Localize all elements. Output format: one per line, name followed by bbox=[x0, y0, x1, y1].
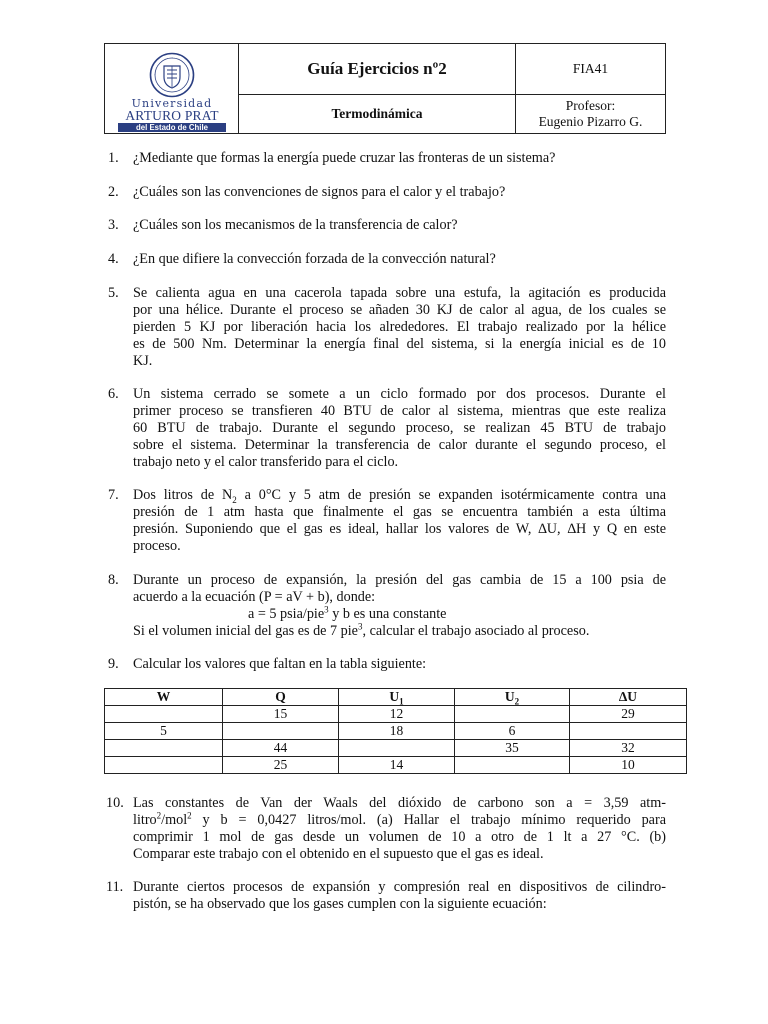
text-line: Durante un proceso de expansión, la presión del gas cambia de 15 a 100 psia de bbox=[133, 572, 666, 588]
text-line bbox=[133, 623, 666, 640]
university-seal-icon bbox=[149, 52, 195, 98]
text-segment: Si el volumen inicial del gas es de 7 pie bbox=[133, 623, 358, 639]
text-line: KJ. bbox=[133, 353, 153, 369]
cell-du: 29 bbox=[570, 706, 687, 723]
text-line: pistón, se ha observado que los gases cumplen con la siguiente ecuación: bbox=[133, 896, 547, 912]
question-number: 9. bbox=[108, 656, 119, 672]
text-line: presión. Suponiendo que el gas es ideal, hallar los valores de W, ∆U, ∆H y Q en este bbox=[133, 521, 666, 537]
header-text: U bbox=[389, 689, 400, 704]
text-line: Durante ciertos procesos de expansión y compresión real en dispositivos de cilindro- bbox=[133, 879, 666, 895]
question-number: 7. bbox=[108, 487, 119, 503]
cell-w bbox=[105, 740, 223, 757]
header-u1 bbox=[339, 689, 455, 706]
question-text bbox=[133, 386, 666, 471]
question-text bbox=[133, 572, 666, 640]
text-line: presión de 1 atm hasta que finalmente el gas se encuentra también a esta última bbox=[133, 504, 666, 520]
text-line: Comparar este trabajo con el obtenido en el supuesto que el gas es ideal. bbox=[133, 846, 544, 862]
question-number: 5. bbox=[108, 285, 119, 301]
header-text: U bbox=[504, 689, 515, 704]
professor-cell bbox=[516, 95, 665, 133]
text-segment: a 0°C y 5 atm de presión se expanden isotérmicamente contra una bbox=[236, 487, 666, 503]
question-number: 10. bbox=[106, 795, 124, 811]
cell-u1 bbox=[339, 740, 455, 757]
question-text bbox=[133, 879, 666, 913]
question-text bbox=[133, 285, 666, 370]
cell-u2 bbox=[455, 757, 570, 774]
text-line: sobre el sistema. Determinar la transferencia de calor durante el segundo proceso, el bbox=[133, 437, 666, 453]
question-text: ¿Mediante que formas la energía puede cruzar las fronteras de un sistema? bbox=[133, 150, 556, 166]
cell-u2: 6 bbox=[455, 723, 570, 740]
superscript: 2 bbox=[156, 810, 162, 821]
cell-q bbox=[223, 723, 339, 740]
course-code: FIA41 bbox=[516, 44, 665, 95]
text-segment: , calcular el trabajo asociado al proceso. bbox=[362, 623, 590, 639]
text-line: 60 BTU de trabajo. Durante el segundo proceso, se realizan 45 BTU de trabajo bbox=[133, 420, 666, 436]
text-segment: /mol bbox=[161, 812, 188, 828]
text-line: acuerdo a la ecuación (P = aV + b), donde: bbox=[133, 589, 376, 605]
question-text: ¿Cuáles son los mecanismos de la transferencia de calor? bbox=[133, 217, 458, 233]
text-segment: litro bbox=[133, 812, 157, 828]
university-name-line3: del Estado de Chile bbox=[118, 123, 226, 132]
text-line: Se calienta agua en una cacerola tapada sobre una estufa, la agitación es producida bbox=[133, 285, 666, 301]
cell-du: 10 bbox=[570, 757, 687, 774]
text-line: primer proceso se transfieren 40 BTU de calor al sistema, mientras que este realiza bbox=[133, 403, 666, 419]
question-text: ¿En que difiere la convección forzada de la convección natural? bbox=[133, 251, 496, 267]
cell-w bbox=[105, 706, 223, 723]
text-line bbox=[133, 487, 666, 504]
text-segment: y b es una constante bbox=[328, 606, 447, 622]
guide-title: Guía Ejercicios nº2 bbox=[239, 44, 516, 95]
text-line: proceso. bbox=[133, 538, 181, 554]
cell-q: 25 bbox=[223, 757, 339, 774]
superscript: 3 bbox=[324, 604, 329, 615]
question-number: 11. bbox=[106, 879, 124, 895]
values-table bbox=[104, 688, 687, 774]
question-text bbox=[133, 795, 666, 863]
question-number: 6. bbox=[108, 386, 119, 402]
table-row bbox=[105, 706, 687, 723]
text-segment: y b = 0,0427 litros/mol. (a) Hallar el trabajo mínimo requerido para bbox=[191, 812, 666, 828]
text-line: comprimir 1 mol de gas desde un volumen de 10 a otro de 1 lt a 27 °C. (b) bbox=[133, 829, 666, 845]
header-q: Q bbox=[223, 689, 339, 706]
cell-q: 15 bbox=[223, 706, 339, 723]
subscript: 2 bbox=[232, 494, 237, 505]
question-number: 1. bbox=[108, 150, 119, 166]
cell-u1: 14 bbox=[339, 757, 455, 774]
table-row bbox=[105, 757, 687, 774]
text-segment: a = 5 psia/pie bbox=[248, 606, 325, 622]
cell-u1: 18 bbox=[339, 723, 455, 740]
cell-w: 5 bbox=[105, 723, 223, 740]
subscript: 1 bbox=[399, 696, 404, 707]
text-line: es de 500 Nm. Determinar la energía final del sistema, si la energía inicial es de 10 bbox=[133, 336, 666, 352]
text-line: trabajo neto y el calor transferido para el ciclo. bbox=[133, 454, 399, 470]
cell-w bbox=[105, 757, 223, 774]
equation-line bbox=[133, 606, 666, 623]
table-row bbox=[105, 740, 687, 757]
logo-cell bbox=[105, 44, 239, 133]
professor-name: Eugenio Pizarro G. bbox=[538, 114, 643, 129]
professor-label: Profesor: bbox=[565, 98, 616, 113]
superscript: 2 bbox=[187, 810, 192, 821]
text-line: por una hélice. Durante el proceso se añaden 30 KJ de calor al agua, de los cuales se bbox=[133, 302, 666, 318]
cell-q: 44 bbox=[223, 740, 339, 757]
subscript: 2 bbox=[514, 696, 520, 707]
question-number: 8. bbox=[108, 572, 119, 588]
subject-name: Termodinámica bbox=[239, 95, 516, 133]
question-number: 2. bbox=[108, 184, 119, 200]
table-row bbox=[105, 723, 687, 740]
cell-u1: 12 bbox=[339, 706, 455, 723]
cell-du bbox=[570, 723, 687, 740]
text-line: Las constantes de Van der Waals del dióxido de carbono son a = 3,59 atm- bbox=[133, 795, 666, 811]
table-header-row bbox=[105, 689, 687, 706]
question-number: 4. bbox=[108, 251, 119, 267]
header-table bbox=[104, 43, 666, 134]
question-text: Calcular los valores que faltan en la tabla siguiente: bbox=[133, 656, 427, 672]
cell-u2 bbox=[455, 706, 570, 723]
university-name-line2: ARTURO PRAT bbox=[125, 108, 219, 123]
superscript: 3 bbox=[357, 621, 363, 632]
text-line bbox=[133, 812, 666, 829]
question-number: 3. bbox=[108, 217, 119, 233]
question-text bbox=[133, 487, 666, 555]
text-line: Un sistema cerrado se somete a un ciclo formado por dos procesos. Durante el bbox=[133, 386, 666, 402]
cell-u2: 35 bbox=[455, 740, 570, 757]
question-text: ¿Cuáles son las convenciones de signos para el calor y el trabajo? bbox=[133, 184, 506, 200]
header-delta-u: ∆U bbox=[570, 689, 687, 706]
text-segment: Dos litros de N bbox=[133, 487, 233, 503]
header-w: W bbox=[105, 689, 223, 706]
text-line: pierden 5 KJ por liberación hacia los alrededores. El trabajo realizado por la hélice bbox=[133, 319, 666, 335]
header-u2 bbox=[455, 689, 570, 706]
university-name-line1: Universidad bbox=[131, 97, 213, 110]
cell-du: 32 bbox=[570, 740, 687, 757]
